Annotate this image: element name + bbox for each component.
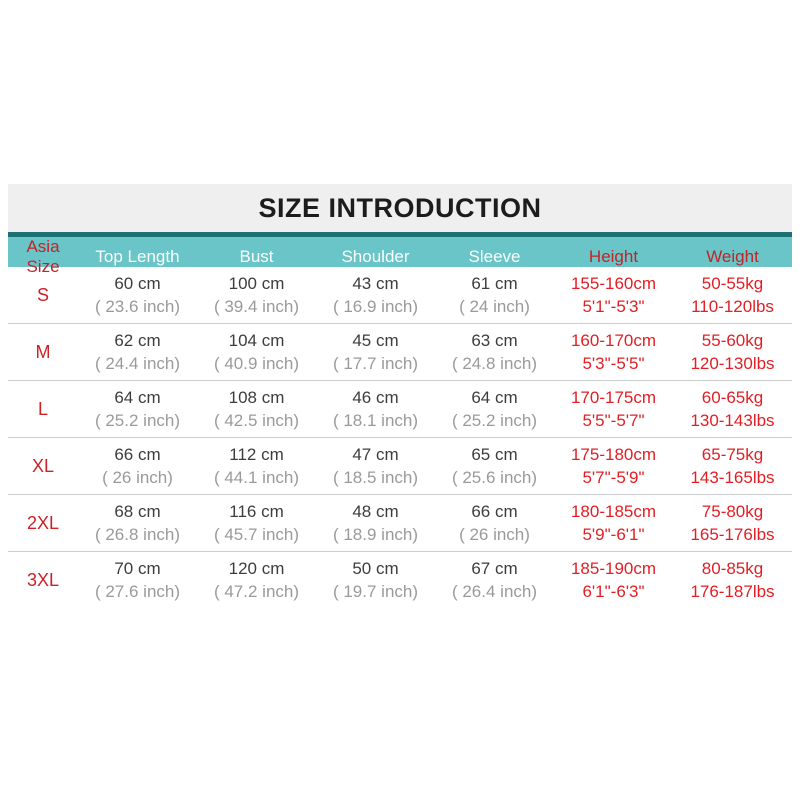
- weight-lbs-value: 110-120lbs: [691, 296, 774, 316]
- shoulder-cell: [316, 559, 435, 602]
- bust-cm-value: 116 cm: [229, 501, 284, 521]
- shoulder-inch-value: ( 18.1 inch): [332, 410, 419, 430]
- weight-cell: [673, 559, 792, 602]
- title-band: [8, 184, 792, 232]
- top_length-inch-value: ( 27.6 inch): [94, 581, 181, 601]
- shoulder-inch-value: ( 16.9 inch): [332, 296, 419, 316]
- bust-cm-value: 120 cm: [228, 558, 285, 578]
- height-cell: [554, 502, 673, 545]
- weight-lbs-value: 130-143lbs: [690, 410, 775, 430]
- shoulder-cell: [316, 502, 435, 545]
- top_length-inch-value: ( 25.2 inch): [94, 410, 181, 430]
- sleeve-cell: [435, 502, 554, 545]
- top_length-cell: [78, 331, 197, 374]
- sleeve-cm-value: 67 cm: [471, 558, 518, 578]
- size-label: M: [35, 341, 51, 362]
- bust-cm-value: 108 cm: [228, 387, 285, 407]
- bust-inch-value: ( 44.1 inch): [213, 467, 300, 487]
- shoulder-cm-value: 43 cm: [352, 273, 399, 293]
- sleeve-cm-value: 65 cm: [471, 444, 518, 464]
- top_length-inch-value: ( 26 inch): [102, 467, 173, 487]
- bust-inch-value: ( 45.7 inch): [213, 524, 300, 544]
- page-title: SIZE INTRODUCTION: [258, 192, 542, 223]
- bust-cell: [197, 502, 316, 545]
- height-cell: [554, 331, 673, 374]
- weight-cell: [673, 274, 792, 317]
- top_length-cell: [78, 502, 197, 545]
- size-label: L: [37, 398, 48, 419]
- sleeve-inch-value: ( 25.2 inch): [451, 410, 538, 430]
- height-imperial-value: 5'3"-5'5": [582, 353, 645, 373]
- weight-lbs-value: 176-187lbs: [690, 581, 775, 601]
- table-row: [8, 438, 792, 495]
- height-cm_range-value: 180-185cm: [570, 501, 657, 521]
- table-body: [8, 267, 792, 608]
- sleeve-cell: [435, 331, 554, 374]
- weight-kg-value: 80-85kg: [701, 558, 764, 578]
- top_length-cm-value: 64 cm: [114, 387, 161, 407]
- column-header-weight: Weight: [706, 247, 759, 266]
- height-imperial-value: 5'9"-6'1": [582, 524, 645, 544]
- top_length-cell: [78, 559, 197, 602]
- top_length-cm-value: 70 cm: [114, 558, 161, 578]
- sleeve-cell: [435, 274, 554, 317]
- bust-inch-value: ( 39.4 inch): [213, 296, 300, 316]
- table-row: [8, 495, 792, 552]
- top_length-cell: [78, 388, 197, 431]
- height-cell: [554, 559, 673, 602]
- sleeve-cell: [435, 445, 554, 488]
- shoulder-inch-value: ( 19.7 inch): [332, 581, 419, 601]
- size-label: XL: [31, 455, 55, 476]
- size-chart-table: [8, 184, 792, 608]
- bust-inch-value: ( 47.2 inch): [213, 581, 300, 601]
- column-header-asia-size: Asia Size: [26, 237, 60, 276]
- bust-cm-value: 112 cm: [229, 444, 284, 464]
- height-cm_range-value: 155-160cm: [570, 273, 657, 293]
- top_length-inch-value: ( 23.6 inch): [94, 296, 181, 316]
- bust-cm-value: 104 cm: [228, 330, 285, 350]
- weight-cell: [673, 445, 792, 488]
- bust-cell: [197, 274, 316, 317]
- weight-cell: [673, 388, 792, 431]
- shoulder-cm-value: 46 cm: [352, 387, 399, 407]
- bust-cell: [197, 445, 316, 488]
- height-cell: [554, 274, 673, 317]
- weight-kg-value: 50-55kg: [701, 273, 764, 293]
- sleeve-cell: [435, 388, 554, 431]
- height-cm_range-value: 170-175cm: [570, 387, 657, 407]
- weight-kg-value: 75-80kg: [701, 501, 764, 521]
- top_length-cell: [78, 274, 197, 317]
- weight-lbs-value: 143-165lbs: [690, 467, 775, 487]
- shoulder-cm-value: 45 cm: [352, 330, 399, 350]
- table-row: [8, 324, 792, 381]
- sleeve-cm-value: 61 cm: [471, 273, 518, 293]
- shoulder-cell: [316, 274, 435, 317]
- sleeve-inch-value: ( 26.4 inch): [451, 581, 538, 601]
- weight-kg-value: 65-75kg: [701, 444, 764, 464]
- height-cm_range-value: 160-170cm: [570, 330, 657, 350]
- height-cm_range-value: 175-180cm: [570, 444, 657, 464]
- top_length-cm-value: 68 cm: [114, 501, 161, 521]
- shoulder-cm-value: 50 cm: [352, 558, 399, 578]
- bust-cell: [197, 388, 316, 431]
- height-imperial-value: 6'1"-6'3": [582, 581, 645, 601]
- weight-kg-value: 60-65kg: [701, 387, 764, 407]
- top_length-cm-value: 60 cm: [114, 273, 161, 293]
- bust-cell: [197, 331, 316, 374]
- top_length-cm-value: 62 cm: [114, 330, 161, 350]
- shoulder-inch-value: ( 17.7 inch): [332, 353, 419, 373]
- table-row: [8, 381, 792, 438]
- sleeve-inch-value: ( 25.6 inch): [451, 467, 538, 487]
- height-imperial-value: 5'7"-5'9": [582, 467, 645, 487]
- sleeve-cm-value: 63 cm: [471, 330, 518, 350]
- column-header-shoulder: Shoulder: [341, 247, 410, 266]
- top_length-cell: [78, 445, 197, 488]
- column-header-sleeve: Sleeve: [468, 247, 521, 266]
- bust-cell: [197, 559, 316, 602]
- shoulder-inch-value: ( 18.5 inch): [332, 467, 419, 487]
- table-row: [8, 552, 792, 608]
- weight-cell: [673, 502, 792, 545]
- shoulder-inch-value: ( 18.9 inch): [332, 524, 419, 544]
- sleeve-cell: [435, 559, 554, 602]
- column-header-height: Height: [588, 247, 639, 266]
- column-header-bust: Bust: [239, 247, 274, 266]
- size-label: 3XL: [26, 569, 60, 590]
- column-header-top-length: Top Length: [95, 247, 180, 266]
- height-cell: [554, 445, 673, 488]
- weight-lbs-value: 165-176lbs: [690, 524, 775, 544]
- shoulder-cell: [316, 331, 435, 374]
- sleeve-inch-value: ( 26 inch): [459, 524, 530, 544]
- weight-kg-value: 55-60kg: [701, 330, 764, 350]
- weight-cell: [673, 331, 792, 374]
- sleeve-inch-value: ( 24.8 inch): [451, 353, 538, 373]
- sleeve-cm-value: 66 cm: [471, 501, 518, 521]
- shoulder-cm-value: 48 cm: [352, 501, 399, 521]
- table-row: [8, 267, 792, 324]
- top_length-inch-value: ( 24.4 inch): [94, 353, 181, 373]
- weight-lbs-value: 120-130lbs: [690, 353, 775, 373]
- size-label: 2XL: [26, 512, 60, 533]
- top_length-inch-value: ( 26.8 inch): [94, 524, 181, 544]
- height-cell: [554, 388, 673, 431]
- bust-inch-value: ( 40.9 inch): [213, 353, 300, 373]
- shoulder-cm-value: 47 cm: [352, 444, 399, 464]
- bust-cm-value: 100 cm: [228, 273, 285, 293]
- height-cm_range-value: 185-190cm: [570, 558, 657, 578]
- height-imperial-value: 5'5"-5'7": [582, 410, 645, 430]
- sleeve-inch-value: ( 24 inch): [459, 296, 530, 316]
- height-imperial-value: 5'1"-5'3": [582, 296, 645, 316]
- size-label: S: [36, 284, 49, 305]
- bust-inch-value: ( 42.5 inch): [213, 410, 300, 430]
- sleeve-cm-value: 64 cm: [471, 387, 518, 407]
- table-header-row: [8, 232, 792, 276]
- shoulder-cell: [316, 388, 435, 431]
- shoulder-cell: [316, 445, 435, 488]
- top_length-cm-value: 66 cm: [114, 444, 161, 464]
